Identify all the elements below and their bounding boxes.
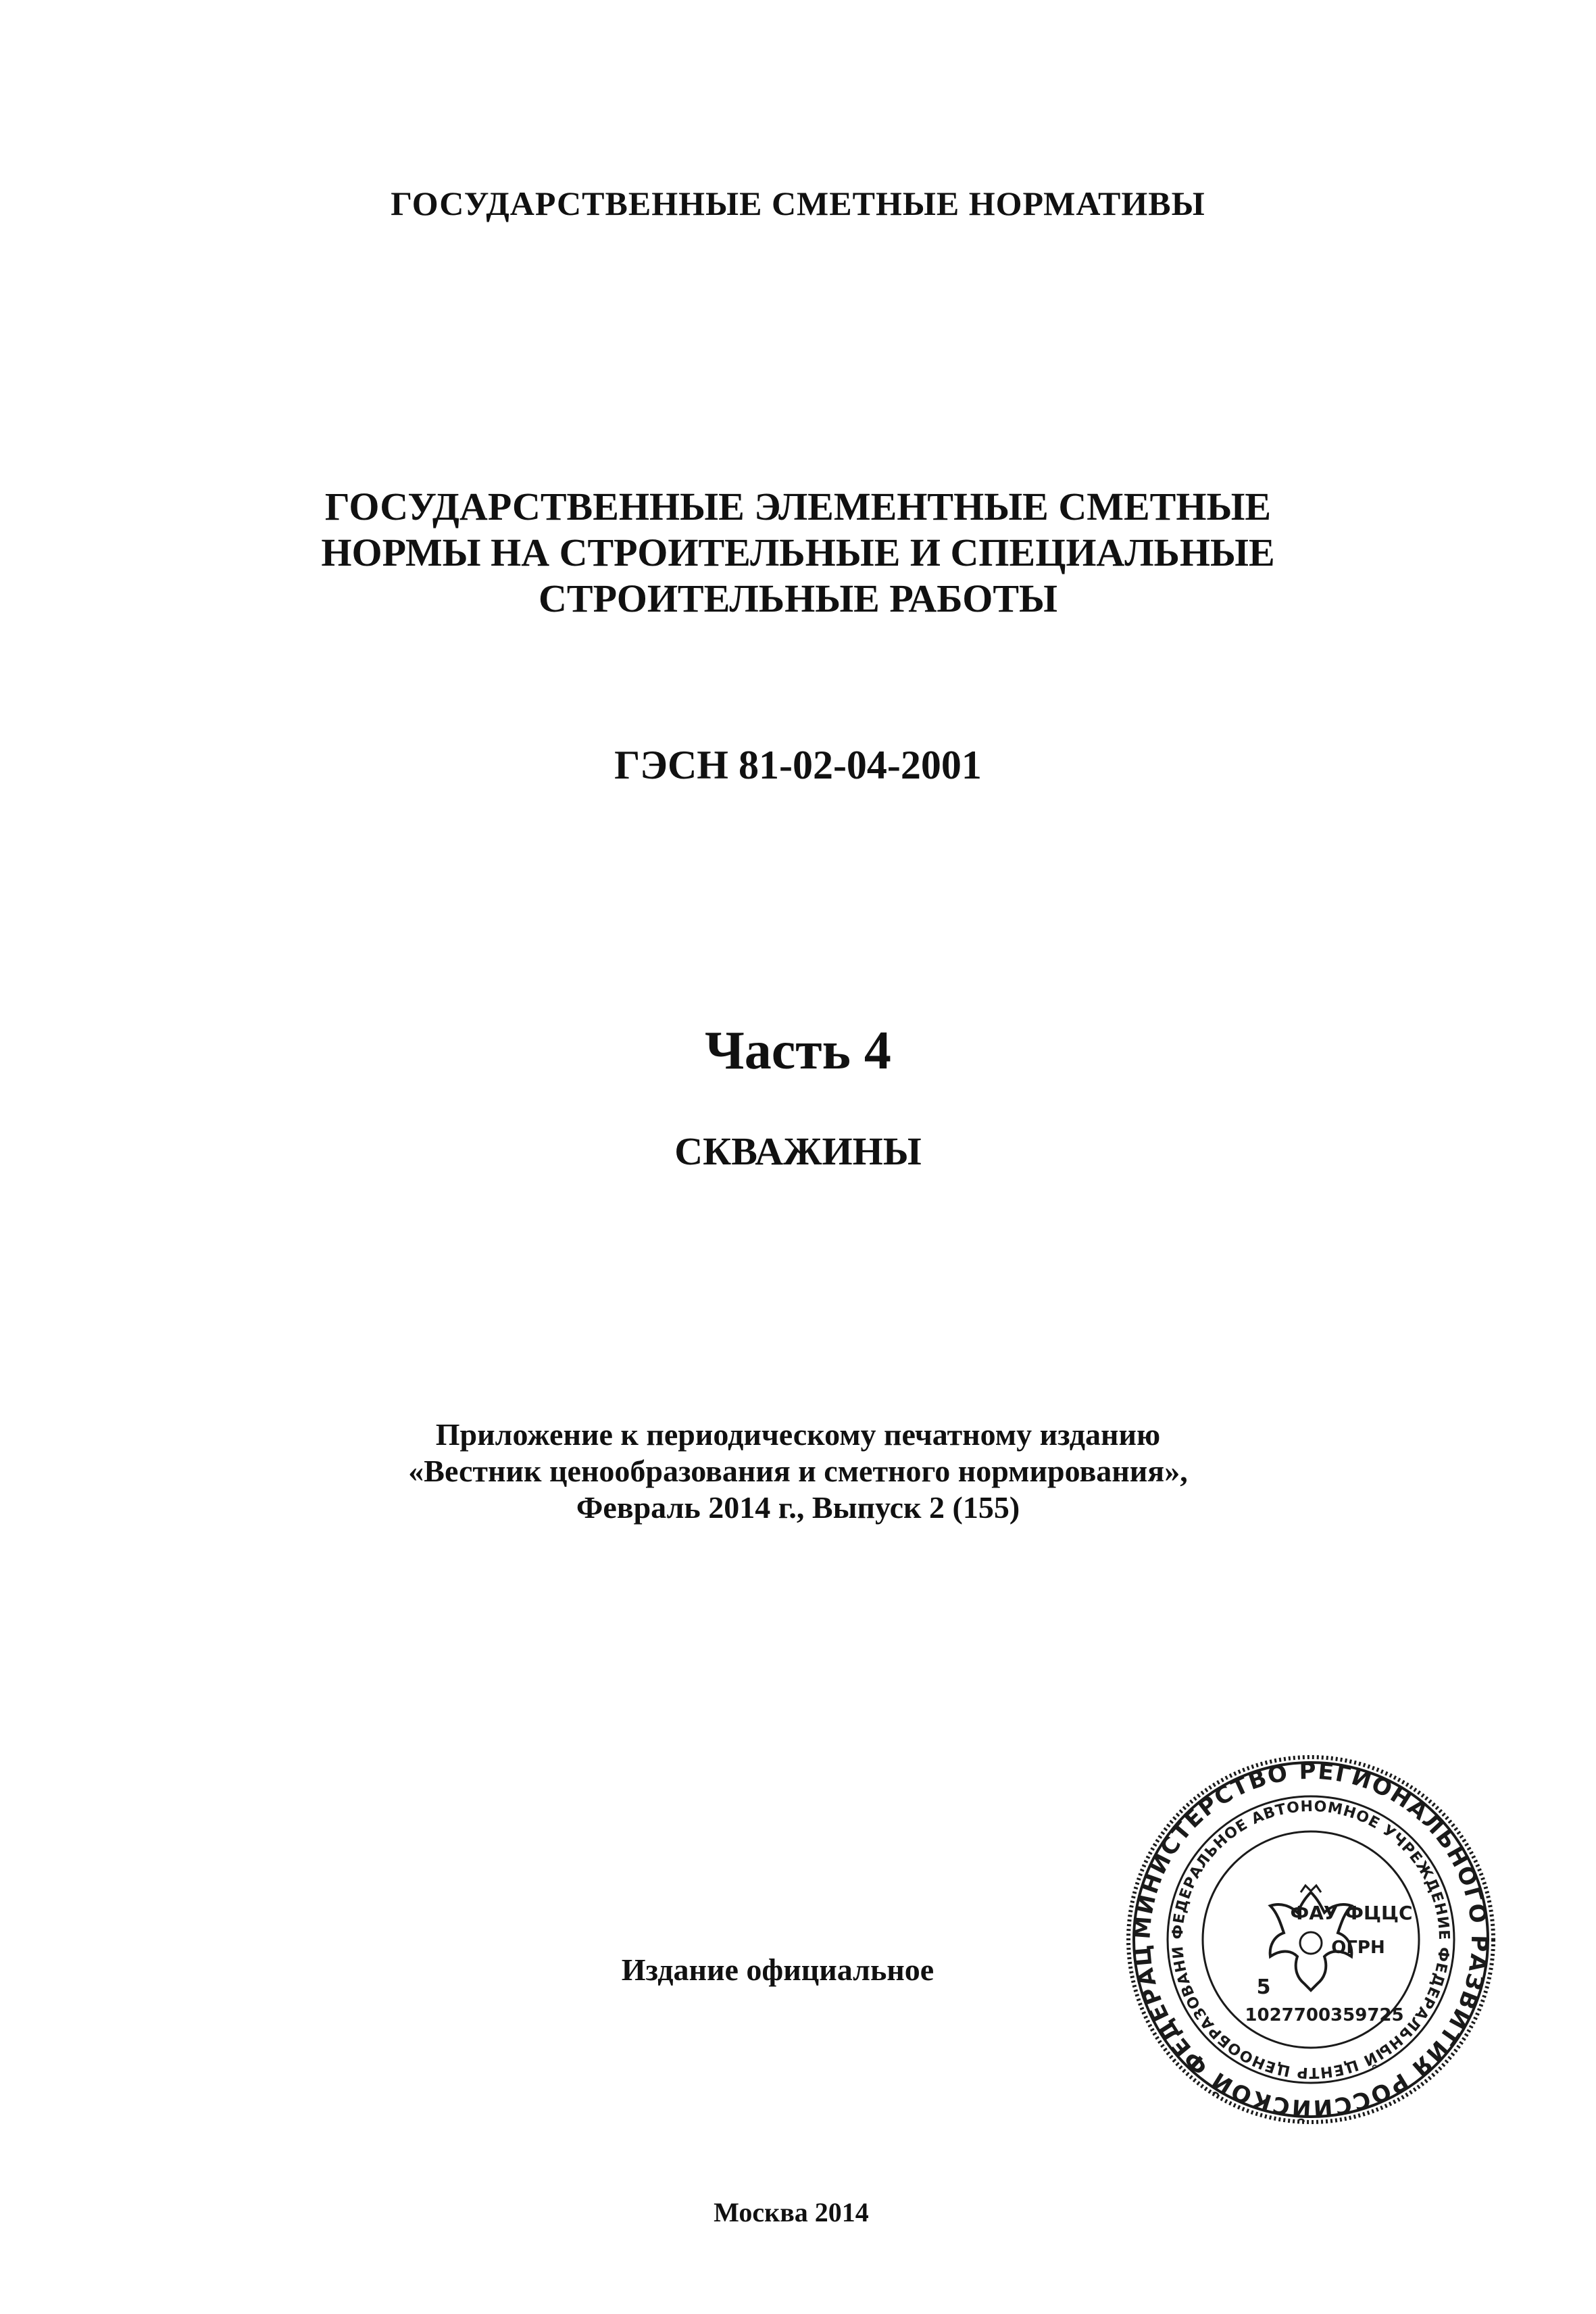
seal-outer-text: МИНИСТЕРСТВО РЕГИОНАЛЬНОГО РАЗВИТИЯ РОССИЙСКОЙ ФЕДЕРАЦ [1128, 1757, 1493, 2122]
part-heading: Часть 4 [705, 1021, 891, 1081]
edition-label: Издание официальное [621, 1952, 934, 1987]
section-heading: СКВАЖИНЫ [674, 1129, 922, 1173]
appendix-note [0, 1417, 1596, 1526]
appendix-line: Приложение к периодическому печатному изданию [435, 1417, 1161, 1452]
seal-abbrev: ФАУ ФЦЦС [1290, 1902, 1413, 1924]
seal-ogrn-label: ОГРН [1331, 1938, 1385, 1958]
header-title: ГОСУДАРСТВЕННЫЕ СМЕТНЫЕ НОРМАТИВЫ [391, 184, 1205, 222]
city-year: Москва 2014 [714, 2197, 869, 2227]
seal-number: 5 [1256, 1975, 1271, 1999]
document-title [0, 484, 1596, 622]
title-line: НОРМЫ НА СТРОИТЕЛЬНЫЕ И СПЕЦИАЛЬНЫЕ [321, 531, 1275, 574]
seal-inner-text: ФЕДЕРАЛЬНОЕ АВТОНОМНОЕ УЧРЕЖДЕНИЕ ФЕДЕРАЛЬНЫЙ ЦЕНТР ЦЕНООБРАЗОВАНИ [1169, 1798, 1453, 2082]
appendix-line: «Вестник ценообразования и сметного нормирования», [408, 1454, 1188, 1488]
official-seal [1122, 1750, 1500, 2129]
seal-graphic [1122, 1750, 1500, 2129]
appendix-line: Февраль 2014 г., Выпуск 2 (155) [576, 1490, 1020, 1525]
document-code: ГЭСН 81-02-04-2001 [614, 743, 982, 787]
title-line: СТРОИТЕЛЬНЫЕ РАБОТЫ [539, 576, 1057, 620]
title-line: ГОСУДАРСТВЕННЫЕ ЭЛЕМЕНТНЫЕ СМЕТНЫЕ [324, 485, 1272, 528]
seal-ogrn-number: 1027700359725 [1245, 2005, 1404, 2025]
